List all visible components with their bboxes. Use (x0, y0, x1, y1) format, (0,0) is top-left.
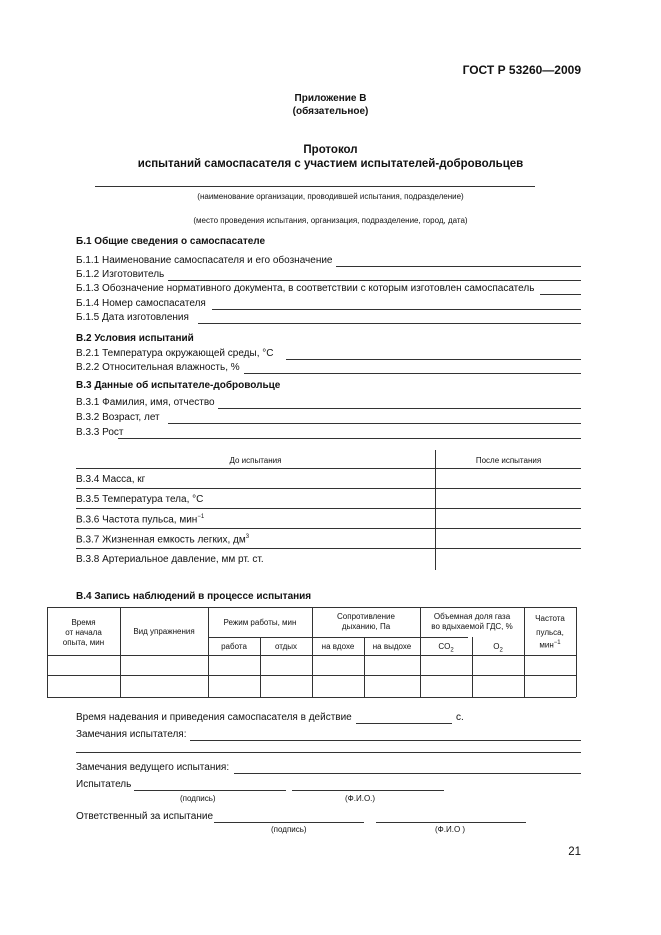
responsible-name-field[interactable] (376, 822, 526, 823)
b1-item-2: Б.1.2 Изготовитель (76, 269, 165, 280)
b3-item-2: В.3.2 Возраст, лет (76, 412, 160, 423)
b4-sub-inhale: на вдохе (321, 642, 355, 651)
responsible-fio-caption: (Ф.И.О ) (435, 825, 466, 834)
b1-item-4: Б.1.4 Номер самоспасателя (76, 298, 206, 309)
donning-label: Время надевания и приведения самоспасателя в действие (76, 712, 352, 723)
donning-field[interactable] (356, 723, 452, 724)
section-b2-title: В.2 Условия испытаний (76, 333, 194, 344)
donning-unit: с. (456, 712, 464, 723)
b4-col-mode: Режим работы, мин (223, 618, 297, 627)
tester-label: Испытатель (76, 779, 132, 790)
tester-signature-field[interactable] (134, 790, 286, 791)
remarks-lead-field[interactable] (234, 773, 581, 774)
b1-field-2[interactable] (168, 280, 581, 281)
b2-item-2: В.2.2 Относительная влажность, % (76, 362, 240, 373)
b4-col-pulse: Частота пульса, мин$^{-1}$ (535, 614, 565, 650)
b3-row-4: В.3.7 Жизненная емкость легких, $дм^3$ (76, 534, 250, 546)
remarks-lead-label: Замечания ведущего испытания: (76, 762, 230, 773)
b3-field-1[interactable] (218, 408, 581, 409)
tester-name-field[interactable] (292, 790, 444, 791)
remarks-tester-field-2[interactable] (76, 752, 581, 753)
b1-item-3: Б.1.3 Обозначение нормативного документа, в соответствии с которым изготовлен самоспасатель (76, 283, 535, 294)
b3-row-2: В.3.5 Температура тела, °С (76, 494, 204, 505)
protocol-subtitle: испытаний самоспасателя с участием испытателей-добровольцев (137, 158, 524, 170)
section-b1-title: Б.1 Общие сведения о самоспасателе (76, 236, 266, 247)
b4-col-time: Время от начала опыта, мин (62, 618, 105, 647)
tester-fio-caption: (Ф.И.О.) (345, 794, 376, 803)
b1-item-5: Б.1.5 Дата изготовления (76, 312, 189, 323)
b3-item-3: В.3.3 Рост (76, 427, 124, 438)
b3-col-after: После испытания (475, 456, 542, 465)
b3-row-3: В.3.6 Частота пульса, мин$^{-1}$ (76, 514, 205, 526)
org-caption: (наименование организации, проводившей испытания, подразделение) (197, 192, 464, 201)
responsible-signature-field[interactable] (214, 822, 364, 823)
b2-field-1[interactable] (286, 359, 581, 360)
b3-item-1: В.3.1 Фамилия, имя, отчество (76, 397, 215, 408)
responsible-label: Ответственный за испытание (76, 811, 214, 822)
b2-item-1: В.2.1 Температура окружающей среды, °С (76, 348, 274, 359)
standard-number: ГОСТ Р 53260—2009 (462, 63, 581, 77)
b3-col-before: До испытания (229, 456, 282, 465)
b1-field-5[interactable] (198, 323, 581, 324)
b1-item-1: Б.1.1 Наименование самоспасателя и его обозначение (76, 255, 333, 266)
place-caption: (место проведения испытания, организация, подразделение, город, дата) (193, 216, 468, 225)
org-line (95, 186, 535, 187)
b1-field-1[interactable] (336, 266, 581, 267)
b3-field-3[interactable] (118, 438, 581, 439)
b4-sub-work: работа (221, 642, 247, 651)
remarks-tester-label: Замечания испытателя: (76, 729, 187, 740)
page-number: 21 (568, 846, 581, 858)
b4-sub-o2: $O_2$ (493, 642, 503, 654)
b4-col-exercise: Вид упражнения (133, 627, 195, 636)
b4-col-resist: Сопротивление дыханию, Па (337, 612, 395, 631)
b4-col-gas: Объемная доля газа во вдыхаемой ГДС, % (431, 612, 513, 631)
appendix-title: Приложение В (294, 93, 367, 104)
b1-field-3[interactable] (540, 294, 581, 295)
responsible-signature-caption: (подпись) (271, 825, 307, 834)
b4-sub-co2: $CO_2$ (438, 642, 454, 654)
tester-signature-caption: (подпись) (180, 794, 216, 803)
b4-sub-rest: отдых (274, 642, 298, 651)
b4-sub-exhale: на выдохе (372, 642, 412, 651)
remarks-tester-field[interactable] (190, 740, 581, 741)
section-b4-title: В.4 Запись наблюдений в процессе испытания (76, 591, 312, 602)
section-b3-title: В.3 Данные об испытателе-добровольце (76, 380, 281, 391)
b3-field-2[interactable] (168, 423, 581, 424)
b1-field-4[interactable] (212, 309, 581, 310)
b3-row-1: В.3.4 Масса, кг (76, 474, 146, 485)
b3-row-5: В.3.8 Артериальное давление, мм рт. ст. (76, 554, 264, 565)
protocol-title: Протокол (303, 144, 358, 156)
appendix-subtitle: (обязательное) (292, 106, 369, 117)
b2-field-2[interactable] (244, 373, 581, 374)
